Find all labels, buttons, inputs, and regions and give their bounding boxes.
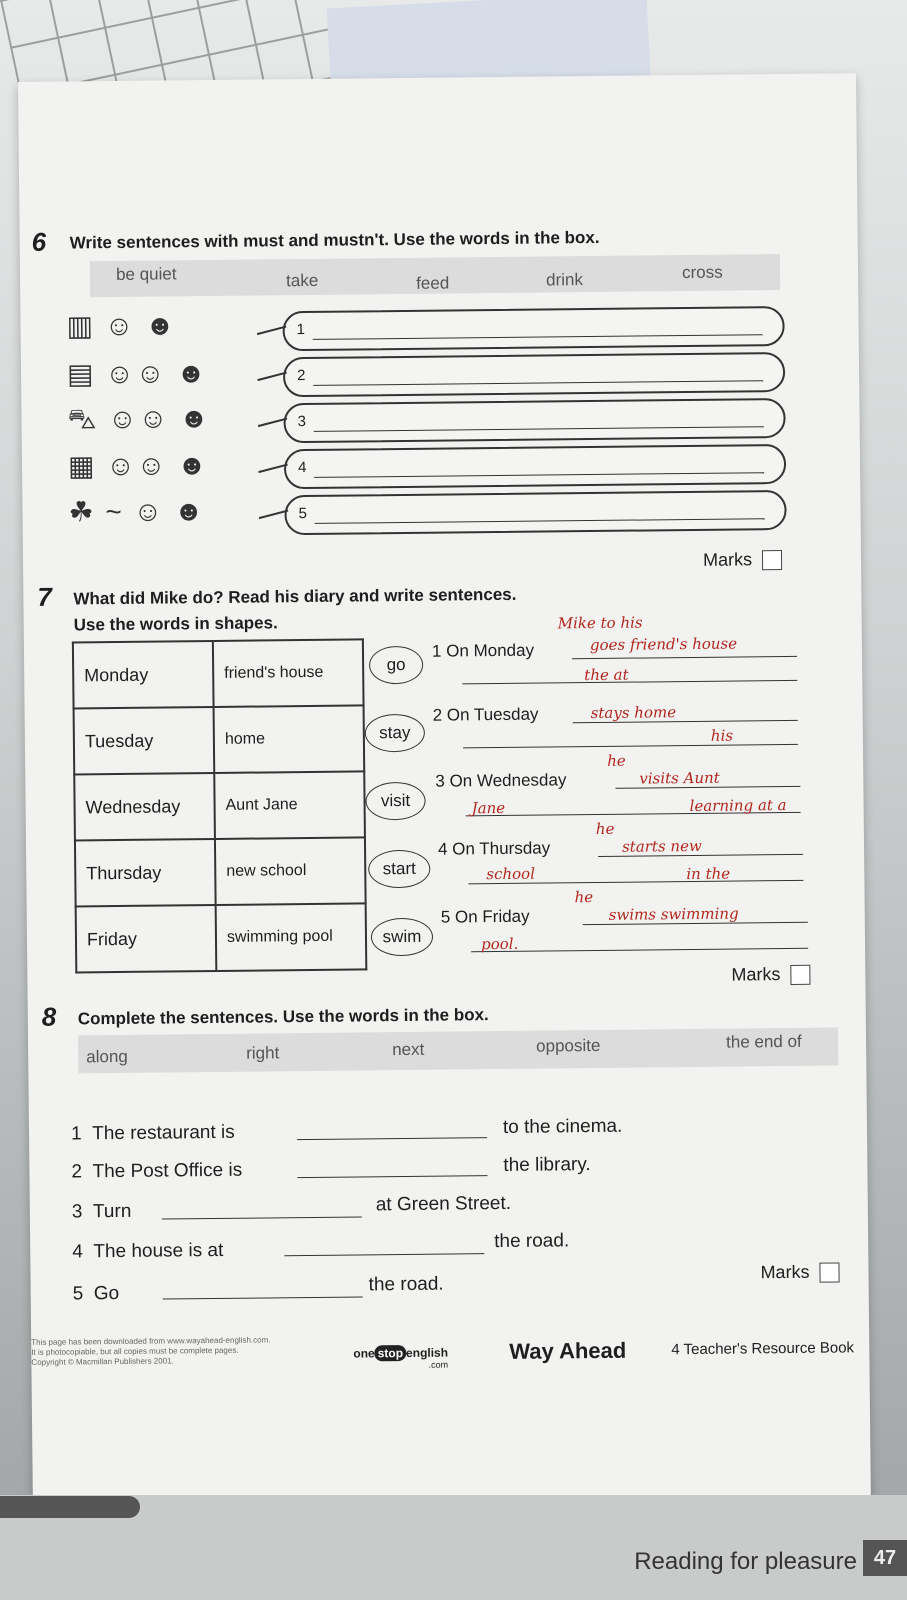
answer-line[interactable] <box>313 334 763 340</box>
ex8-sentence-3 <box>72 1201 132 1224</box>
footer-line: It is photocopiable, but all copies must be complete pages. <box>31 1345 239 1357</box>
ex8-word-box <box>78 1027 838 1073</box>
marks-label: Marks <box>702 549 753 570</box>
answer-bubble-4 <box>284 444 786 489</box>
handwritten-note: he <box>607 751 626 770</box>
sentence-start: Go <box>93 1283 120 1305</box>
handwritten-note: his <box>710 726 734 745</box>
ex7-sentence-3: 3 On Wednesday <box>435 770 567 791</box>
handwritten-answer: goes friend's house <box>589 634 738 655</box>
diary-table <box>72 638 367 973</box>
sentence-number: 5 <box>72 1283 84 1305</box>
ex8-sentence-2 <box>71 1160 242 1184</box>
handwritten-note: he <box>595 819 615 838</box>
answer-line[interactable] <box>471 948 808 953</box>
diary-place: friend's house <box>213 639 364 707</box>
sentence-start: The Post Office is <box>92 1159 243 1183</box>
diary-place: swimming pool <box>216 903 367 971</box>
marks-box[interactable] <box>790 965 810 985</box>
ex6-word: be quiet <box>115 264 177 284</box>
footer-line: Copyright © Macmillan Publishers 2001. <box>31 1356 174 1367</box>
ex8-sentence-1 <box>71 1122 235 1146</box>
handwritten-answer: swims swimming <box>608 904 739 924</box>
onestopenglish-logo: one stop english .com <box>353 1345 449 1370</box>
sentence-start: The restaurant is <box>92 1121 235 1145</box>
answer-bubble-5 <box>284 490 786 535</box>
table-row <box>76 903 367 972</box>
handwritten-note: the at <box>584 665 629 685</box>
picture-beach: ☘ ~ ☺ ☻ <box>68 495 206 528</box>
handwritten-answer: starts new <box>621 836 702 856</box>
ex6-word: drink <box>546 270 584 290</box>
diary-day: Thursday <box>75 839 216 906</box>
copyright-notice <box>31 1335 271 1368</box>
diary-day: Friday <box>76 905 217 972</box>
sentence-start: Turn <box>92 1200 132 1223</box>
table-row <box>73 639 364 708</box>
page-number: 47 <box>863 1540 907 1576</box>
ex6-word: take <box>285 270 319 291</box>
verb-shape-stay: stay <box>365 714 425 753</box>
gray-tab <box>0 1496 140 1518</box>
ex8-word: next <box>392 1039 425 1060</box>
answer-line[interactable] <box>463 744 798 749</box>
sentence-end: at Green Street. <box>375 1192 512 1216</box>
table-row <box>74 771 365 840</box>
footer-line: This page has been downloaded from www.wayahead-english.com. <box>31 1335 271 1347</box>
handwritten-note: Mike to his <box>557 613 643 633</box>
ex7-sentence-5: 5 On Friday <box>440 906 530 927</box>
ex6-marks <box>703 549 782 571</box>
sentence-number: 2 <box>71 1161 83 1183</box>
sentence-end: to the cinema. <box>502 1115 623 1138</box>
diary-day: Wednesday <box>74 773 215 840</box>
diary-day: Monday <box>73 641 214 708</box>
table-row <box>75 837 366 906</box>
answer-line[interactable] <box>314 426 764 432</box>
ex8-instruction: Complete the sentences. Use the words in the box. <box>77 1005 489 1029</box>
worksheet-page <box>18 73 871 1522</box>
ex8-number: 8 <box>41 1001 57 1032</box>
sentence-start: The house is at <box>93 1239 224 1263</box>
ex7-sentence-1: 1 On Monday <box>431 640 535 661</box>
picture-library: ▤ ☺☺ ☻ <box>66 357 208 390</box>
diary-place: Aunt Jane <box>214 771 365 839</box>
handwritten-answer: school <box>486 864 536 884</box>
answer-bubble-2 <box>283 352 785 397</box>
picture-zoo-cage: ▥ ☺ ☻ <box>66 309 177 342</box>
marks-box[interactable] <box>762 550 782 570</box>
answer-line[interactable] <box>462 680 797 685</box>
bubble-number: 3 <box>297 413 307 431</box>
handwritten-answer: Jane <box>471 798 506 818</box>
verb-shape-start: start <box>368 850 430 889</box>
answer-line[interactable] <box>284 1253 484 1256</box>
ex8-word: opposite <box>536 1035 601 1056</box>
sentence-end: the library. <box>503 1154 591 1176</box>
way-ahead-logo: Way Ahead <box>509 1337 627 1364</box>
book-title: 4 Teacher's Resource Book <box>671 1339 855 1359</box>
handwritten-note: he <box>574 888 594 907</box>
ex8-word: along <box>86 1046 128 1067</box>
ex6-number: 6 <box>31 226 47 257</box>
answer-line[interactable] <box>297 1137 487 1140</box>
handwritten-answer: visits Aunt <box>639 768 720 788</box>
picture-museum: ▦ ☺☺ ☻ <box>67 449 209 482</box>
ex7-marks <box>731 964 810 986</box>
diary-place: new school <box>215 837 366 905</box>
ex8-sentence-4 <box>72 1240 223 1264</box>
answer-bubble-1 <box>282 306 784 351</box>
ex8-word: right <box>246 1043 280 1063</box>
ex6-word-box <box>90 254 780 297</box>
bubble-number: 2 <box>297 367 306 385</box>
verb-shape-swim: swim <box>371 918 433 957</box>
bubble-number: 1 <box>296 321 306 339</box>
sentence-number: 4 <box>72 1241 83 1263</box>
sentence-number: 3 <box>71 1201 83 1223</box>
ex7-instruction-2: Use the words in shapes. <box>73 613 278 635</box>
handwritten-answer: stays home <box>590 703 677 723</box>
marks-label: Marks <box>760 1261 810 1283</box>
ex7-instruction-1: What did Mike do? Read his diary and write sentences. <box>73 584 517 609</box>
ex8-word: the end of <box>725 1031 802 1052</box>
table-row <box>74 705 365 774</box>
picture-road-crossing: ⛍ ☺☺ ☻ <box>67 402 211 435</box>
reading-for-pleasure-label: Reading for pleasure <box>634 1548 857 1575</box>
handwritten-answer: pool. <box>480 934 519 954</box>
sentence-end: the road. <box>494 1230 570 1253</box>
ex6-instruction: Write sentences with must and mustn't. Use the words in the box. <box>69 227 600 253</box>
marks-label: Marks <box>731 964 781 985</box>
ex7-number: 7 <box>37 581 53 612</box>
diary-day: Tuesday <box>74 707 215 774</box>
diary-place: home <box>214 705 365 773</box>
ex7-sentence-2: 2 On Tuesday <box>432 704 539 725</box>
answer-bubble-3 <box>283 398 785 443</box>
handwritten-note: in the <box>686 864 731 884</box>
marks-box[interactable] <box>819 1263 839 1283</box>
sentence-end: the road. <box>368 1273 444 1296</box>
bubble-number: 5 <box>298 504 307 523</box>
ex8-sentence-5 <box>73 1283 120 1305</box>
answer-line[interactable] <box>572 656 797 659</box>
answer-line[interactable] <box>314 472 764 478</box>
ex7-sentence-4: 4 On Thursday <box>437 838 551 859</box>
ex8-marks <box>760 1261 839 1283</box>
verb-shape-visit: visit <box>365 782 425 821</box>
verb-shape-go: go <box>369 646 423 685</box>
sentence-number: 1 <box>70 1123 82 1145</box>
ex6-word: cross <box>681 262 723 283</box>
answer-line[interactable] <box>163 1296 363 1299</box>
answer-line[interactable] <box>162 1216 362 1219</box>
bubble-number: 4 <box>297 459 307 477</box>
answer-line[interactable] <box>315 518 765 524</box>
answer-line[interactable] <box>297 1175 487 1178</box>
handwritten-note: learning at a <box>689 795 787 816</box>
ex6-word: feed <box>416 273 450 293</box>
answer-line[interactable] <box>313 380 763 386</box>
